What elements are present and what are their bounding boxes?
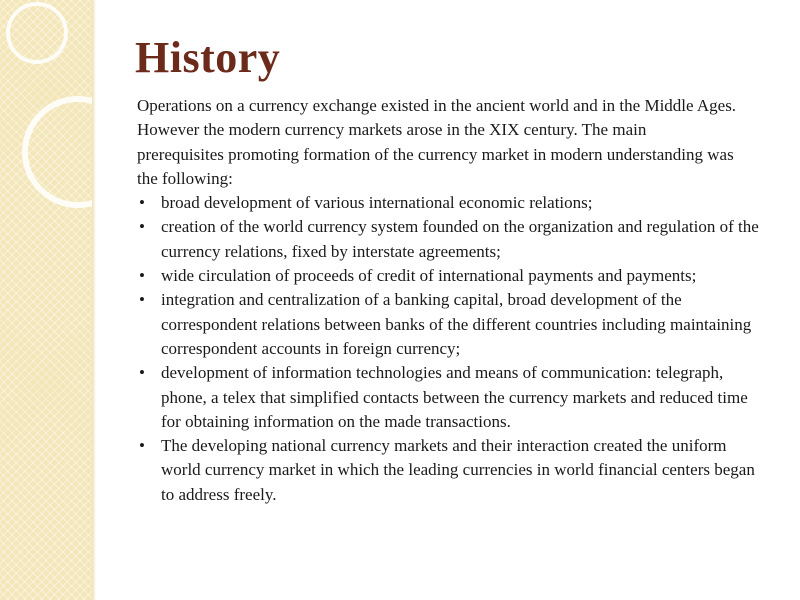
side-band-edge (92, 0, 96, 600)
decorative-ring-large (22, 96, 134, 208)
decorative-ring-small (6, 2, 68, 64)
bullet-list (137, 191, 767, 507)
bullet-marker: • (139, 217, 145, 237)
bullet-text: The developing national currency markets and their interaction created the uniform world currency market in which the leading currencies in world financial centers began to address freely. (161, 436, 755, 504)
bullet-item (137, 434, 767, 507)
bullet-text: wide circulation of proceeds of credit of international payments and payments; (161, 266, 697, 286)
bullet-marker: • (139, 266, 145, 286)
bullet-text: creation of the world currency system founded on the organization and regulation of the currency relations, fixed by interstate agreements; (161, 217, 759, 261)
bullet-item (137, 191, 767, 215)
decorative-side-band (0, 0, 93, 600)
bullet-item (137, 264, 767, 288)
bullet-item (137, 288, 767, 361)
bullet-marker: • (139, 436, 145, 456)
bullet-text: integration and centralization of a banking capital, broad development of the correspondent relations between banks of the different countries including maintaining correspondent accounts in foreign currency; (161, 290, 752, 358)
bullet-marker: • (139, 193, 145, 213)
bullet-marker: • (139, 363, 145, 383)
bullet-marker: • (139, 290, 145, 310)
bullet-item (137, 361, 767, 434)
bullet-item (137, 215, 767, 264)
slide-title: History (135, 33, 281, 82)
bullet-text: broad development of various international economic relations; (161, 193, 593, 213)
intro-paragraph: Operations on a currency exchange existed in the ancient world and in the Middle Ages. However the modern currency markets arose in the XIX century. The main prerequisites promoting formation of the currency market in modern understanding was the following: (137, 96, 737, 188)
slide-body (137, 94, 767, 507)
bullet-text: development of information technologies and means of communication: telegraph, phone, a telex that simplified contacts between the currency markets and reduced time for obtaining information on the made transactions. (161, 363, 748, 431)
